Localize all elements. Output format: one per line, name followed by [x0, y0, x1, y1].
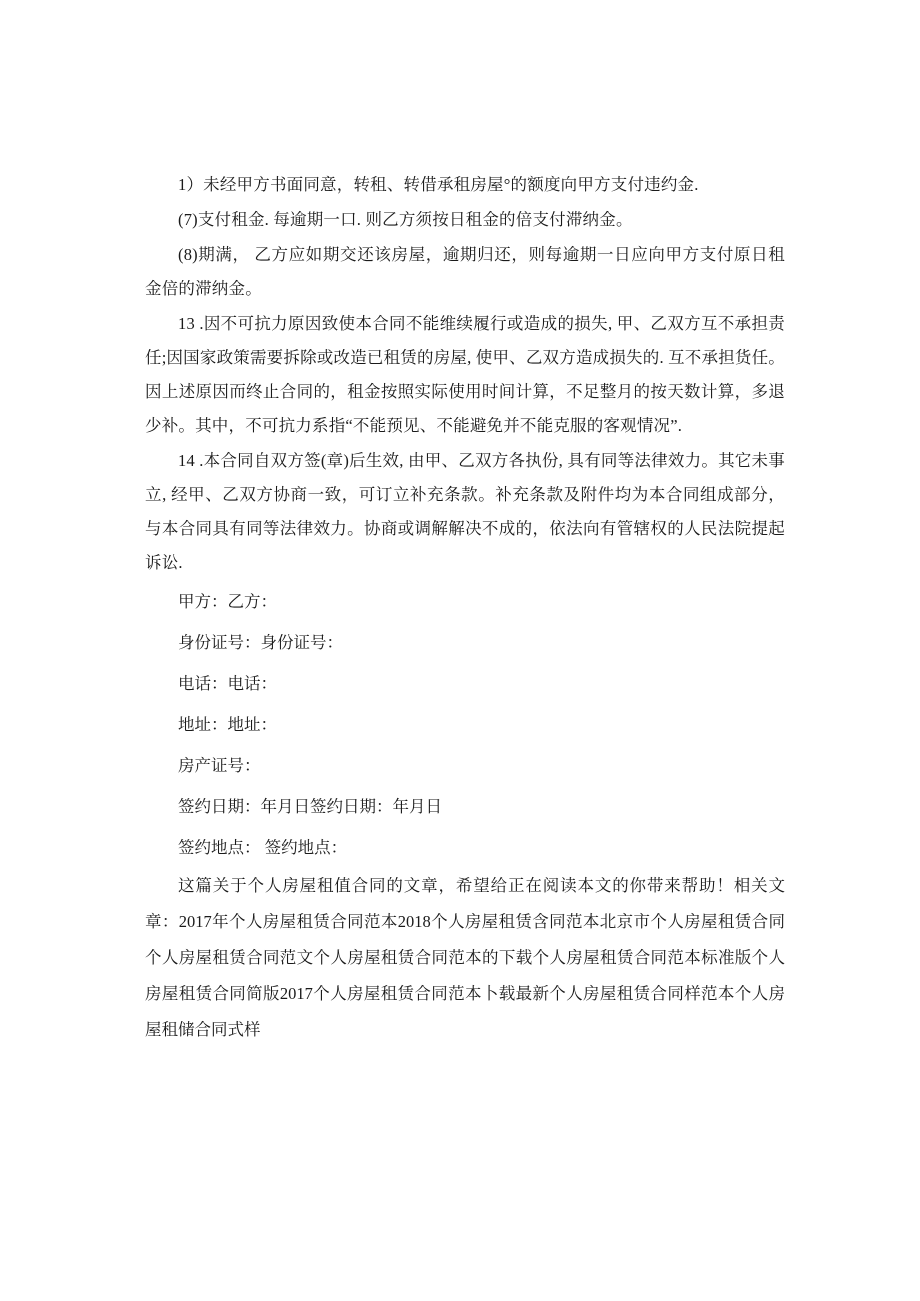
signature-line-id-number: 身份证号：身份证号：	[178, 633, 343, 652]
paragraph-clause-14: 14 .本合同自双方签(章)后生效, 由甲、乙双方各执份, 具有同等法律效力。其它未事立, 经甲、乙双方协商一致，可订立补充条款。补充条款及附件均为本合同组成部分，与本合同具有同等法律效力。协商或调解解决不成的，依法向有管辖权的人民法院提起诉讼.	[145, 451, 785, 572]
signature-line-sign-date: 签约日期：年月日签约日期：年月日	[178, 797, 442, 816]
signature-line-address: 地址：地址：	[178, 715, 277, 734]
signature-line-parties: 甲方：乙方：	[178, 592, 277, 611]
signature-line-sign-place: 签约地点： 签约地点：	[178, 838, 348, 857]
signature-line-property-certificate: 房产证号：	[178, 756, 261, 775]
document-body	[145, 168, 785, 1048]
paragraph-1: 1）未经甲方书面同意，转租、转借承租房屋°的额度向甲方支付违约金.	[178, 175, 699, 194]
closing-note: 这篇关于个人房屋租值合同的文章，希望给正在阅读本文的你带来帮助！相关文章：2017年个人房屋租赁合同范本2018个人房屋租赁含同范本北京市个人房屋租赁合同个人房屋租赁合同范文个人房屋租赁合同范本的下载个人房屋租赁合同范本标准版个人房屋租赁合同简版2017个人房屋租赁合同范本卜载最新个人房屋租赁合同样范本个人房屋租储合同式样	[145, 876, 785, 1039]
paragraph-2: (7)支付租金. 每逾期一口. 则乙方须按日租金的倍支付滞纳金。	[178, 210, 633, 229]
paragraph-clause-13: 13 .因不可抗力原因致使本合同不能维续履行或造成的损失, 甲、乙双方互不承担责任;因国家政策需要拆除或改造已租赁的房屋, 使甲、乙双方造成损失的. 互不承担货任。因上述原因而终止合同的，租金按照实际使用时间计算，不足整月的按天数计算，多退少补。其中，不可抗力系指“不能预见、不能避免并不能克服的客观情况”.	[145, 314, 785, 435]
paragraph-3: (8)期满， 乙方应如期交还该房屋，逾期归还，则每逾期一日应向甲方支付原日租金倍的滞纳金。	[145, 245, 785, 298]
signature-line-phone: 电话：电话：	[178, 674, 277, 693]
